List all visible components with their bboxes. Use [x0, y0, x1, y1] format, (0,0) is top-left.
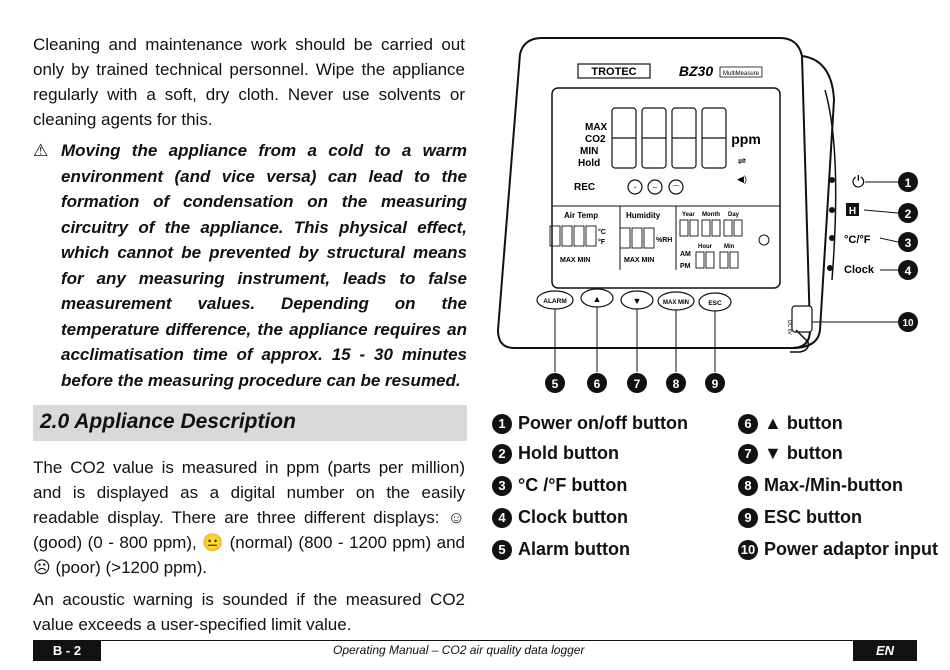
footer-title: Operating Manual – CO2 air quality data logger: [333, 643, 585, 657]
brand-logo: TROTEC: [591, 66, 637, 78]
lcd-max-label: MAX: [585, 122, 608, 133]
legend-item-4: [492, 507, 628, 528]
right-callouts: [898, 172, 918, 332]
device-illustration: [480, 30, 940, 400]
alarm-paragraph: An acoustic warning is sounded if the measured CO2 value exceeds a user-specified limit value.: [33, 590, 465, 634]
legend-label: Clock button: [518, 507, 628, 527]
lcd-air-temp-label: Air Temp: [564, 211, 599, 220]
callout-1: 1: [904, 176, 912, 190]
speaker-icon: ◀): [737, 174, 747, 184]
lcd-hold-label: Hold: [578, 158, 601, 169]
legend-item-6: [738, 413, 843, 434]
legend-item-5: [492, 539, 630, 560]
dc-in-label: DC 6V: [786, 320, 792, 335]
section-heading: 2.0 Appliance Description: [40, 410, 296, 433]
legend-num: 6: [738, 414, 758, 434]
legend-label: Hold button: [518, 443, 619, 463]
smiley-poor-icon: ⌒: [672, 185, 680, 194]
lcd-min-label: MIN: [580, 146, 599, 157]
legend-item-9: [738, 507, 862, 528]
legend-label: ▲ button: [764, 413, 843, 433]
usb-icon: ⇌: [737, 156, 747, 167]
callout-4: 4: [904, 264, 912, 278]
lcd-deg-f-label: °F: [598, 239, 606, 246]
lcd-year-label: Year: [682, 212, 695, 218]
lcd-temp-maxmin-label: MAX MIN: [560, 257, 591, 264]
callout-2: 2: [904, 207, 912, 221]
unit-side-label: °C/°F: [844, 234, 871, 246]
warning-icon: ⚠: [33, 141, 49, 160]
page-footer: [33, 640, 917, 661]
model-sub: MultiMeasure: [722, 71, 760, 77]
lcd-hour-label: Hour: [698, 244, 712, 250]
callout-9: 9: [711, 377, 719, 391]
legend-label: Power adaptor input: [764, 539, 939, 559]
legend-label: Alarm button: [518, 539, 630, 559]
legend-num: 9: [738, 508, 758, 528]
callout-3: 3: [904, 236, 912, 250]
legend-item-2: [492, 443, 619, 464]
legend-num: 7: [738, 444, 758, 464]
warning-text: Moving the appliance from a cold to a warm environment (and vice versa) can lead to the formation of condensation on the measuring circuitry of the appliance. This physical effect, which cannot be prevented by structural means for any measuring instrument, leads to false measurement values. Depending on the temperature difference, the appliance requires an acclimatisation time of approx. 15 - 30 minutes before the measuring procedure can be resumed.: [61, 141, 467, 390]
alarm-button-label: ALARM: [543, 298, 567, 305]
power-adaptor-jack[interactable]: [792, 306, 812, 332]
smiley-good-icon: ᵕ: [633, 183, 637, 192]
lcd-hum-maxmin-label: MAX MIN: [624, 257, 655, 264]
lcd-min-label-time: Min: [724, 244, 735, 250]
smiley-normal-icon: –: [652, 183, 658, 192]
lcd-humidity-label: Humidity: [626, 211, 661, 220]
legend-item-3: [492, 475, 627, 496]
legend-label: °C /°F button: [518, 475, 628, 495]
legend-label: Power on/off button: [518, 413, 688, 433]
callout-10: 10: [902, 318, 914, 329]
legend-label: Max-/Min-button: [764, 475, 903, 495]
lcd-month-label: Month: [702, 212, 720, 218]
lcd-co2-label: CO2: [585, 134, 606, 145]
legend-item-8: [738, 475, 903, 496]
hold-icon: H: [848, 206, 857, 217]
down-button-label: ▼: [632, 296, 642, 306]
lcd-pm-label: PM: [680, 263, 691, 270]
legend-item-7: [738, 443, 843, 464]
legend-item-1: [492, 413, 688, 434]
maxmin-button-label: MAX MIN: [663, 300, 689, 306]
warning-block: [33, 138, 467, 393]
language-tag: EN: [853, 641, 917, 661]
lcd-am-label: AM: [680, 251, 691, 258]
legend-num: 8: [738, 476, 758, 496]
up-button-label: ▲: [592, 294, 602, 304]
callout-8: 8: [672, 377, 680, 391]
legend-num: 3: [492, 476, 512, 496]
legend-num: 2: [492, 444, 512, 464]
callout-7: 7: [633, 377, 641, 391]
legend-label: ▼ button: [764, 443, 843, 463]
power-icon: ⏻: [852, 174, 865, 191]
clock-side-label: Clock: [844, 264, 874, 276]
legend-num: 4: [492, 508, 512, 528]
lcd-day-label: Day: [728, 212, 740, 218]
lcd-deg-c-label: °C: [598, 229, 606, 236]
esc-button-label: ESC: [708, 300, 722, 307]
model-name: BZ30: [678, 63, 714, 79]
callout-6: 6: [593, 377, 601, 391]
legend-item-10: [738, 539, 938, 560]
callout-5: 5: [551, 377, 559, 391]
lcd-rh-label: %RH: [656, 237, 673, 244]
legend-num: 10: [738, 540, 758, 560]
legend-num: 1: [492, 414, 512, 434]
legend-label: ESC button: [764, 507, 862, 527]
legend-num: 5: [492, 540, 512, 560]
intro-paragraph: Cleaning and maintenance work should be carried out only by trained technical personnel. Wipe the appliance regularly with a soft, dry cloth. Never use solvents or cleaning agents for this.: [33, 35, 465, 129]
description-paragraph: The CO2 value is measured in ppm (parts per million) and is displayed as a digital number on the easily readable display. There are three different displays: ☺ (good) (0 - 800 ppm), 😐 (normal) (800 - 1200 ppm) and ☹ (poor) (>1200 ppm).: [33, 458, 465, 577]
page-number: B - 2: [33, 641, 101, 661]
lcd-ppm-label: ppm: [731, 131, 761, 147]
lcd-rec-label: REC: [574, 182, 596, 193]
